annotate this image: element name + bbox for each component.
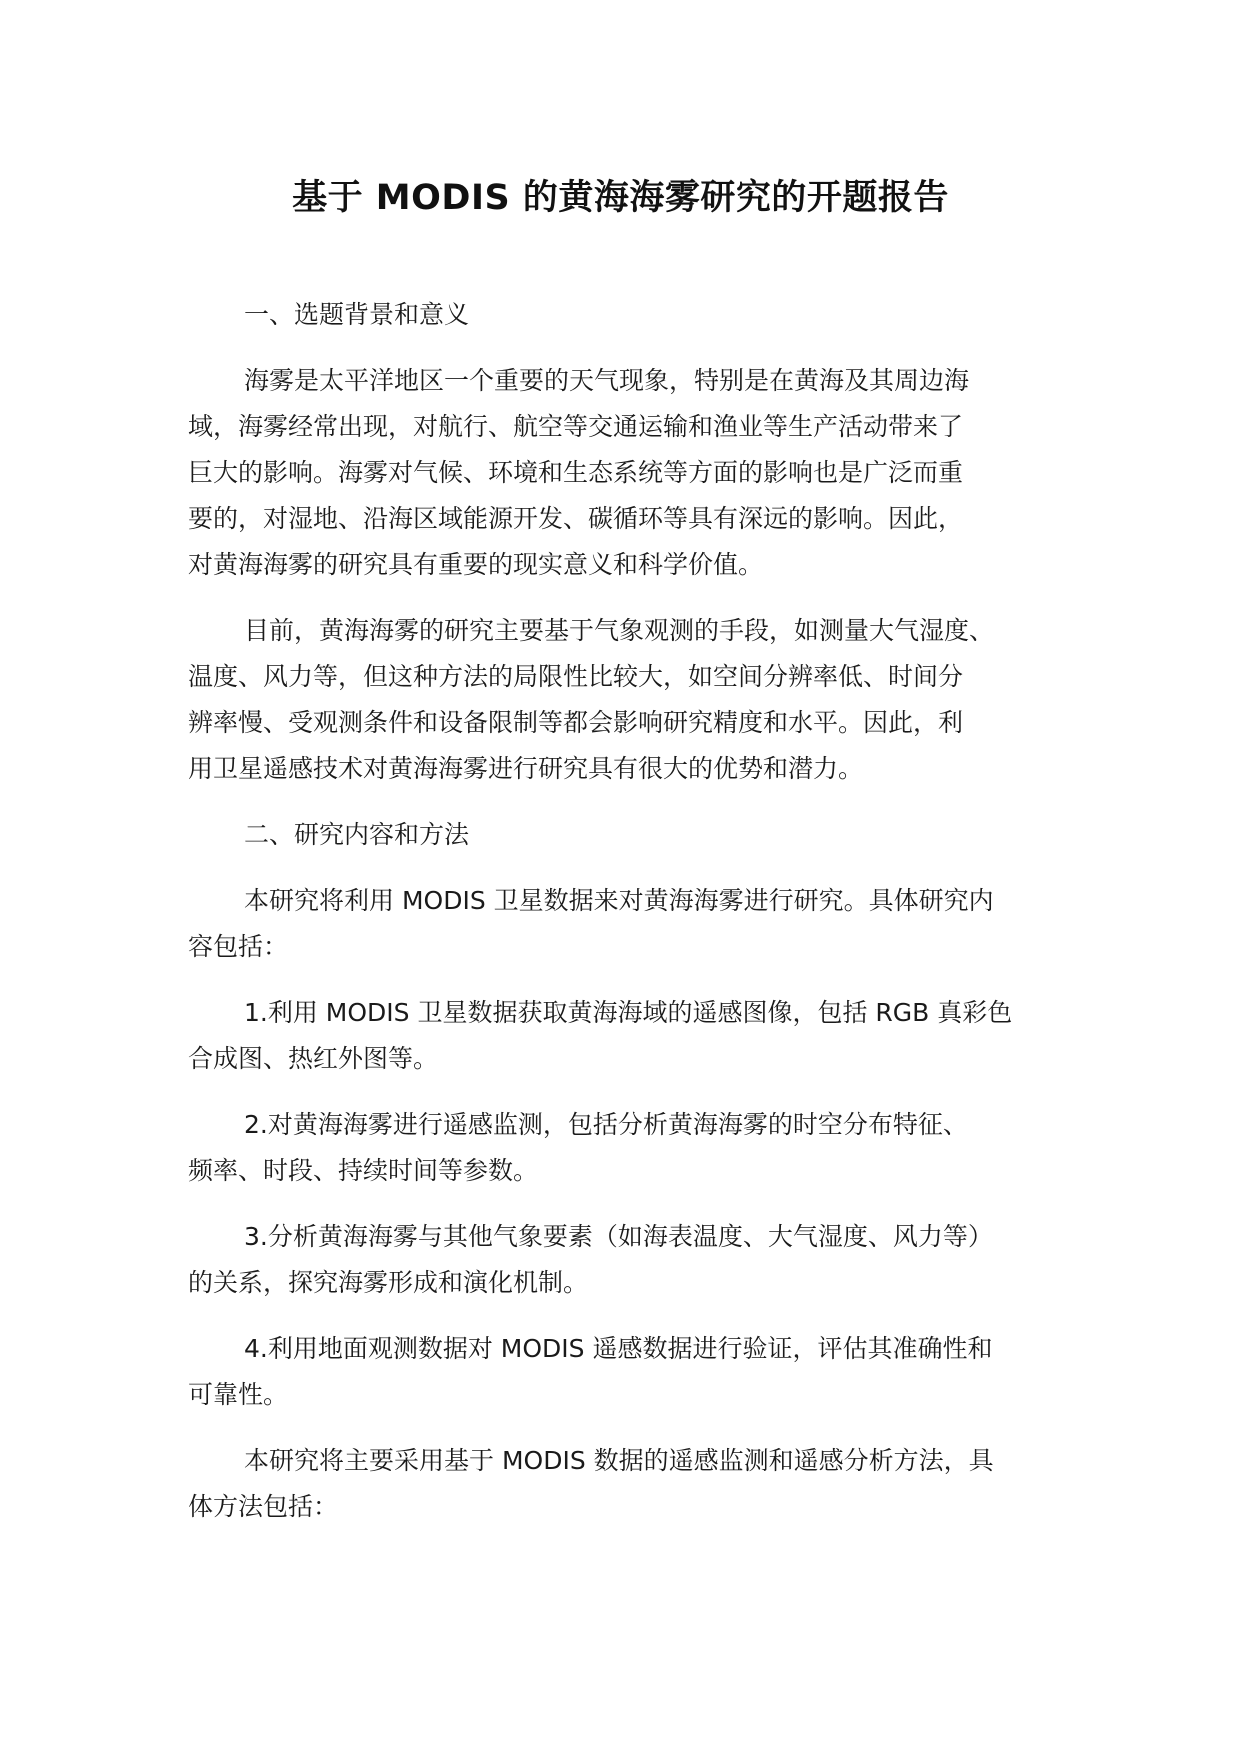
- paragraph-line: 合成图、热红外图等。: [188, 1044, 439, 1073]
- section-heading-methods: 二、研究内容和方法: [244, 820, 470, 849]
- paragraph-line: 巨大的影响。海雾对气候、环境和生态系统等方面的影响也是广泛而重: [188, 458, 964, 487]
- paragraph-line: 1.利用 MODIS 卫星数据获取黄海海域的遥感图像，包括 RGB 真彩色: [244, 998, 1013, 1027]
- paragraph-line: 目前，黄海海雾的研究主要基于气象观测的手段，如测量大气湿度、: [244, 616, 995, 645]
- list-item-3: [188, 1214, 1088, 1306]
- paragraph-methods: [188, 1438, 1088, 1530]
- paragraph-line: 对黄海海雾的研究具有重要的现实意义和科学价值。: [188, 550, 764, 579]
- paragraph-line: 本研究将主要采用基于 MODIS 数据的遥感监测和遥感分析方法，具: [244, 1446, 994, 1475]
- list-item-1: [188, 990, 1088, 1082]
- paragraph-line: 辨率慢、受观测条件和设备限制等都会影响研究精度和水平。因此，利: [188, 708, 964, 737]
- paragraph-line: 本研究将利用 MODIS 卫星数据来对黄海海雾进行研究。具体研究内: [244, 886, 994, 915]
- document-title: 基于 MODIS 的黄海海雾研究的开题报告: [292, 178, 949, 218]
- paragraph-line: 域，海雾经常出现，对航行、航空等交通运输和渔业等生产活动带来了: [188, 412, 964, 441]
- paragraph-line: 体方法包括：: [188, 1492, 339, 1521]
- list-item-4: [188, 1326, 1088, 1418]
- paragraph-line: 容包括：: [188, 932, 289, 961]
- document-body: [188, 292, 1088, 1550]
- paragraph-line: 温度、风力等，但这种方法的局限性比较大，如空间分辨率低、时间分: [188, 662, 964, 691]
- section-heading-background: 一、选题背景和意义: [244, 300, 470, 329]
- paragraph-line: 4.利用地面观测数据对 MODIS 遥感数据进行验证，评估其准确性和: [244, 1334, 993, 1363]
- paragraph-line: 频率、时段、持续时间等参数。: [188, 1156, 539, 1185]
- paragraph-background-2: [188, 608, 1088, 792]
- paragraph-background-1: [188, 358, 1088, 588]
- paragraph-research-content: [188, 878, 1088, 970]
- list-item-2: [188, 1102, 1088, 1194]
- paragraph-line: 可靠性。: [188, 1380, 289, 1409]
- paragraph-line: 用卫星遥感技术对黄海海雾进行研究具有很大的优势和潜力。: [188, 754, 864, 783]
- paragraph-line: 3.分析黄海海雾与其他气象要素（如海表温度、大气湿度、风力等）: [244, 1222, 993, 1251]
- paragraph-line: 海雾是太平洋地区一个重要的天气现象，特别是在黄海及其周边海: [244, 366, 970, 395]
- paragraph-line: 要的，对湿地、沿海区域能源开发、碳循环等具有深远的影响。因此，: [188, 504, 964, 533]
- paragraph-line: 的关系，探究海雾形成和演化机制。: [188, 1268, 589, 1297]
- paragraph-line: 2.对黄海海雾进行遥感监测，包括分析黄海海雾的时空分布特征、: [244, 1110, 968, 1139]
